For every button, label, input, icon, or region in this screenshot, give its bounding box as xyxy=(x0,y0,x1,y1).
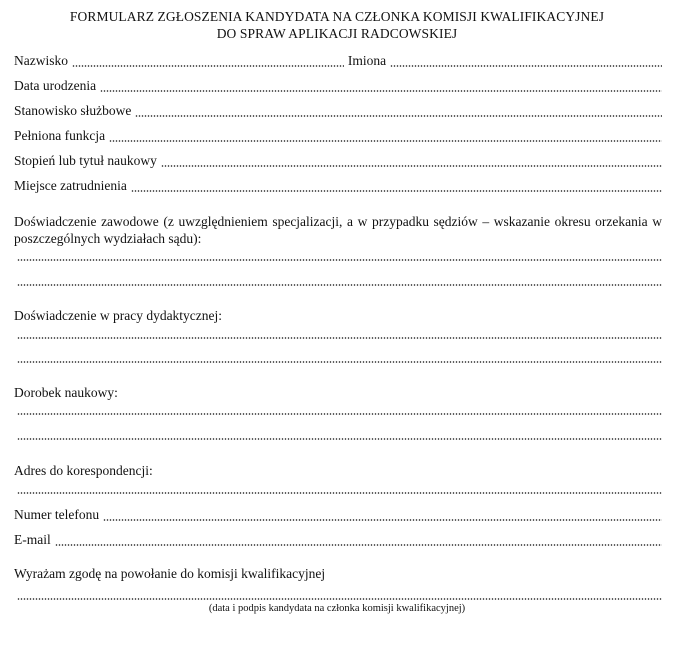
position-row xyxy=(14,102,662,119)
first-names-field[interactable] xyxy=(390,55,662,67)
teaching-heading: Doświadczenie w pracy dydaktycznej: xyxy=(14,308,223,323)
scholarly-line-1[interactable] xyxy=(17,412,662,415)
scholarly-heading: Dorobek naukowy: xyxy=(14,385,118,400)
experience-line-2[interactable] xyxy=(17,283,662,286)
consent-text: Wyrażam zgodę na powołanie do komisji kwalifikacyjnej xyxy=(14,566,326,581)
signature-line[interactable] xyxy=(17,597,662,600)
degree-field[interactable] xyxy=(161,155,662,167)
function-label: Pełniona funkcja xyxy=(14,128,106,143)
teaching-line-2[interactable] xyxy=(17,360,662,363)
position-label: Stanowisko służbowe xyxy=(14,103,132,118)
surname-field[interactable] xyxy=(72,55,344,67)
birth-date-field[interactable] xyxy=(100,80,662,92)
degree-label: Stopień lub tytuł naukowy xyxy=(14,153,157,168)
experience-heading: Doświadczenie zawodowe (z uwzględnieniem specjalizacji, a w przypadku sędziów – wskazanie okresu orzekania w poszczególnych wydziałach sądu): xyxy=(14,214,662,246)
teaching-line-1[interactable] xyxy=(17,336,662,339)
address-heading: Adres do korespondencji: xyxy=(14,463,153,478)
email-field[interactable] xyxy=(55,534,662,546)
degree-row xyxy=(14,152,662,169)
phone-row xyxy=(14,506,662,523)
scholarly-line-2[interactable] xyxy=(17,437,662,440)
signature-caption: (data i podpis kandydata na członka komisji kwalifikacyjnej) xyxy=(208,603,466,614)
function-row xyxy=(14,127,662,144)
phone-field[interactable] xyxy=(103,509,662,521)
birth-date-row xyxy=(14,77,662,94)
form-title-line1: FORMULARZ ZGŁOSZENIA KANDYDATA NA CZŁONKA KOMISJI KWALIFIKACYJNEJ xyxy=(69,9,605,24)
email-label: E-mail xyxy=(14,532,51,547)
experience-line-1[interactable] xyxy=(17,258,662,261)
phone-label: Numer telefonu xyxy=(14,507,100,522)
surname-row xyxy=(14,52,662,69)
surname-label: Nazwisko xyxy=(14,53,68,68)
position-field[interactable] xyxy=(135,105,662,117)
birth-date-label: Data urodzenia xyxy=(14,78,97,93)
workplace-field[interactable] xyxy=(131,180,662,192)
address-line[interactable] xyxy=(17,491,662,494)
first-names-label: Imiona xyxy=(347,53,387,68)
form-title-line2: DO SPRAW APLIKACJI RADCOWSKIEJ xyxy=(216,26,458,41)
email-row xyxy=(14,531,662,548)
workplace-label: Miejsce zatrudnienia xyxy=(14,178,127,193)
workplace-row xyxy=(14,177,662,194)
function-field[interactable] xyxy=(109,130,662,142)
